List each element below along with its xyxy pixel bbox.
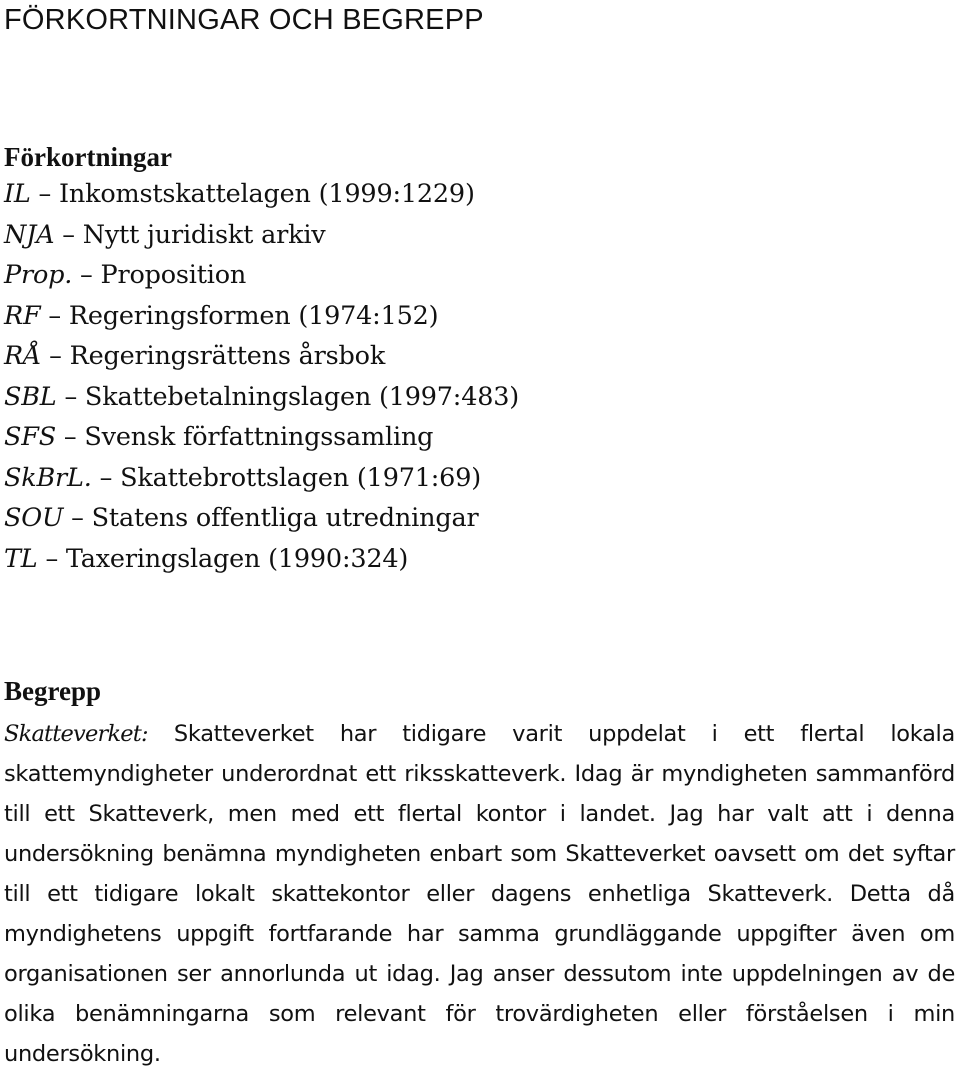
abbreviations-heading: Förkortningar: [4, 142, 172, 172]
abbreviation-separator: –: [72, 260, 101, 290]
abbreviation-text: Regeringsformen (1974:152): [68, 300, 439, 331]
abbreviation-item: [4, 458, 519, 499]
abbreviation-text: Inkomstskattelagen (1999:1229): [58, 179, 475, 209]
abbreviation-text: Proposition: [100, 260, 247, 290]
abbreviation-key: SBL: [4, 381, 57, 412]
abbreviation-item: [4, 498, 519, 539]
abbreviation-key: TL: [4, 543, 38, 574]
abbreviation-separator: –: [41, 341, 70, 371]
abbreviation-separator: –: [40, 300, 69, 331]
abbreviation-item: [4, 174, 519, 215]
abbreviation-text: Svensk författningssamling: [84, 422, 434, 452]
abbreviation-key: RÅ: [4, 341, 42, 371]
abbreviation-key: SkBrL.: [4, 462, 92, 493]
abbreviation-separator: –: [30, 179, 59, 209]
abbreviation-key: NJA: [4, 219, 55, 250]
abbreviation-separator: –: [91, 462, 121, 493]
abbreviation-text: Statens offentliga utredningar: [91, 503, 479, 533]
term-definition-text: Skatteverket har tidigare varit uppdelat i ett flertal lokala skattemyndigheter underordnat ett riksskatteverk. Idag är myndigheten sammanförd till ett Skatteverk, men med ett flertal kontor i landet. Jag har valt att i denna undersökning benämna myndigheten enbart som Skatteverket oavsett om det syftar till ett tidigare lokalt skattekontor eller dagens enhetliga Skatteverk. Detta då myndighetens uppgift fortfarande har samma grundläggande uppgifter även om organisationen ser annorlunda ut idag. Jag anser dessutom inte uppdelningen av de olika benämningarna som relevant för trovärdigheten eller förståelsen i min undersökning.: [4, 721, 955, 1067]
abbreviation-text: Skattebrottslagen (1971:69): [120, 462, 481, 493]
page-title: FÖRKORTNINGAR OCH BEGREPP: [4, 4, 484, 36]
abbreviation-separator: –: [56, 422, 85, 452]
abbreviation-item: [4, 215, 519, 256]
terms-heading: Begrepp: [4, 676, 102, 706]
abbreviation-text: Regeringsrättens årsbok: [69, 341, 386, 371]
term-key: Skatteverket:: [4, 721, 148, 747]
abbreviation-text: Skattebetalningslagen (1997:483): [84, 381, 520, 412]
abbreviation-separator: –: [37, 543, 66, 574]
abbreviation-separator: –: [63, 503, 92, 533]
abbreviation-item: [4, 255, 519, 296]
abbreviation-key: IL: [4, 179, 31, 209]
abbreviation-item: [4, 539, 519, 580]
abbreviation-item: [4, 296, 519, 337]
abbreviation-key: Prop.: [4, 260, 73, 290]
abbreviation-text: Nytt juridiskt arkiv: [82, 219, 326, 250]
abbreviation-separator: –: [54, 219, 83, 250]
abbreviation-separator: –: [56, 381, 85, 412]
abbreviation-item: [4, 417, 519, 458]
abbreviation-item: [4, 336, 519, 377]
term-definition-paragraph: [4, 714, 955, 1074]
abbreviation-list: [4, 174, 519, 579]
abbreviation-key: SOU: [4, 503, 64, 533]
abbreviation-item: [4, 377, 519, 418]
abbreviation-key: SFS: [4, 422, 57, 452]
abbreviation-text: Taxeringslagen (1990:324): [65, 543, 409, 574]
abbreviation-key: RF: [4, 300, 41, 331]
